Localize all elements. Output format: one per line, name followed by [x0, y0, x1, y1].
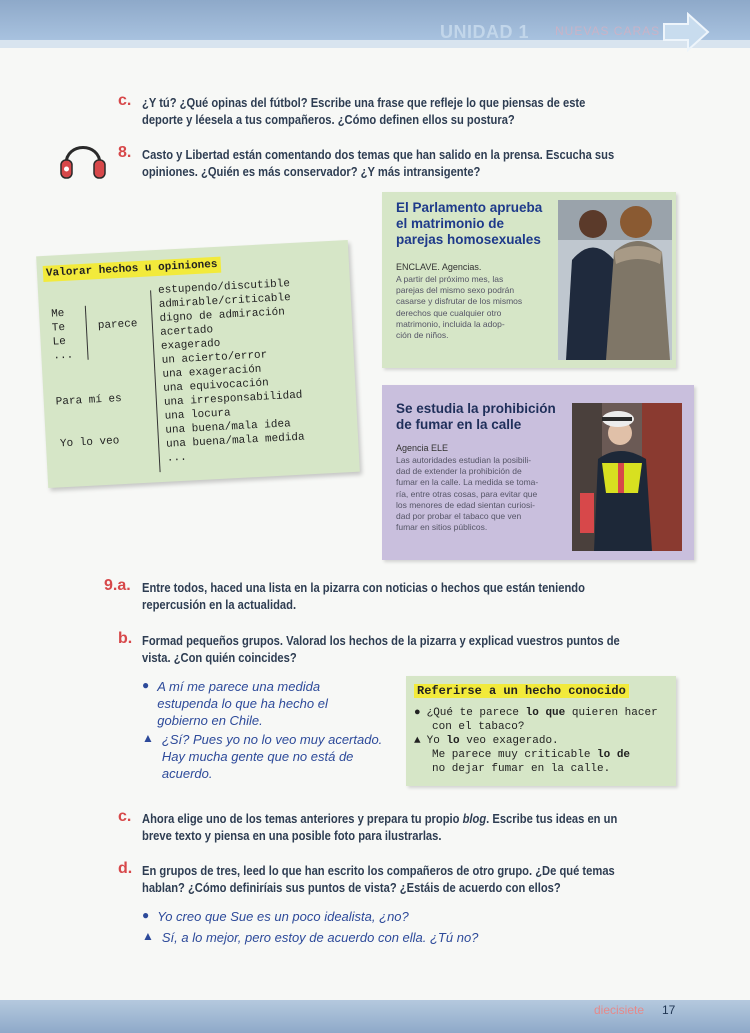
triangle-bullet-icon: ▲ — [142, 731, 154, 745]
question-c-intro — [142, 94, 649, 128]
divider — [85, 306, 89, 360]
triangle-bullet-icon: ▲ — [414, 735, 421, 747]
example-line: ● ¿Qué te parece lo que quieren hacer — [414, 707, 658, 719]
valorar-card — [36, 240, 360, 488]
referirse-title: Referirse a un hecho conocido — [414, 684, 629, 698]
question-text-line: Casto y Libertad están comentando dos temas que han salido en la prensa. Escucha sus — [142, 147, 615, 162]
question-9d — [142, 862, 658, 896]
question-text-line: breve texto y piensa en una posible foto para ilustrarlas. — [142, 828, 442, 843]
question-9c — [142, 810, 658, 844]
referirse-examples — [414, 706, 672, 776]
valorar-title: Valorar hechos u opiniones — [43, 257, 221, 282]
question-letter: c. — [118, 92, 132, 109]
question-number: 9.a. — [104, 577, 131, 594]
example-line: ▲ Yo lo veo exagerado. — [414, 735, 559, 747]
parece-label: parece — [97, 318, 138, 333]
example-line: con el tabaco? — [432, 721, 525, 733]
question-letter: b. — [118, 630, 133, 647]
police-officer-photo — [572, 403, 682, 551]
example-dialogue — [142, 678, 402, 782]
referirse-card — [406, 676, 676, 786]
pronoun-list: Me Te Le ... — [50, 307, 74, 363]
example-line: Me parece muy criticable lo de — [432, 749, 631, 761]
question-number: 8. — [118, 144, 132, 161]
question-text-line: Entre todos, haced una lista en la pizarra con noticias o hechos que están teniendo — [142, 580, 585, 595]
question-text-line: Ahora elige uno de los temas anteriores y prepara tu propio blog. Escribe tus ideas en un — [142, 811, 618, 826]
news-body: Las autoridades estudian la posibili- dad de extender la prohibición de fumar en la calle. La medida se toma- ría, entre otras cosas, para evitar que los menores de edad sientan curiosi- dad por probar el tabaco que ven fumar en sitios públicos. — [396, 455, 539, 533]
news-body: A partir del próximo mes, las parejas del mismo sexo podrán casarse y disfrutar de los mismos derechos que cualquier otro matrimonio, incluida la adop- ción de niños. — [396, 274, 523, 341]
news-card-marriage — [382, 192, 676, 368]
question-text-line: repercusión en la actualidad. — [142, 597, 297, 612]
circle-bullet-icon: ● — [414, 707, 421, 719]
question-letter: d. — [118, 860, 133, 877]
unit-title: UNIDAD 1 — [440, 22, 530, 42]
example-line: ▲ Sí, a lo mejor, pero estoy de acuerdo con ella. ¿Tú no? — [142, 929, 479, 945]
page-number: 17 — [662, 1003, 676, 1017]
yo-lo-veo-label: Yo lo veo — [59, 435, 120, 451]
unit-subtitle: NUEVAS CARAS — [555, 24, 661, 38]
arrow-icon — [662, 12, 710, 52]
options-list: estupendo/discutible admirable/criticable digno de admiración acertado exagerado un acierto/error una exageración una equivocación una irresponsabilidad una locura una buena/mala idea una buena/mala medida ... — [157, 278, 305, 465]
para-mi-label: Para mí es — [55, 393, 123, 409]
news-source: Agencia ELE — [396, 443, 449, 453]
question-text-line: ¿Y tú? ¿Qué opinas del fútbol? Escribe una frase que refleje lo que piensas de este — [142, 95, 586, 110]
page-word: diecisiete — [594, 1003, 645, 1017]
example-line: no dejar fumar en la calle. — [432, 763, 611, 775]
question-9b — [142, 632, 658, 666]
question-9a — [142, 579, 658, 613]
question-text-line: opiniones. ¿Quién es más conservador? ¿Y más intransigente? — [142, 164, 481, 179]
question-letter: c. — [118, 808, 132, 825]
question-text-line: hablan? ¿Cómo definiríais sus puntos de vista? ¿Estáis de acuerdo con ellos? — [142, 880, 561, 895]
headphones-icon — [58, 130, 108, 182]
example-line: ● Yo creo que Sue es un poco idealista, ¿no? — [142, 908, 409, 924]
example-line: ▲ ¿Sí? Pues yo no lo veo muy acertado. Hay mucha gente que no está de acuerdo. — [142, 731, 383, 781]
couple-photo — [558, 200, 672, 360]
news-title: Se estudia la prohibición de fumar en la calle — [396, 401, 556, 432]
question-text-line: En grupos de tres, leed lo que han escrito los compañeros de otro grupo. ¿De qué temas — [142, 863, 615, 878]
question-text-line: deporte y léesela a tus compañeros. ¿Cómo definen ellos su postura? — [142, 112, 515, 127]
circle-bullet-icon: ● — [142, 908, 150, 922]
triangle-bullet-icon: ▲ — [142, 929, 154, 943]
example-dialogue — [142, 908, 702, 946]
example-line: ● A mí me parece una medida estupenda lo que ha hecho el gobierno en Chile. — [142, 678, 328, 728]
question-text-line: Formad pequeños grupos. Valorad los hechos de la pizarra y explicad vuestros puntos de — [142, 633, 620, 648]
question-8 — [142, 146, 649, 180]
header-band-light — [0, 40, 750, 48]
news-title: El Parlamento aprueba el matrimonio de parejas homosexuales — [396, 200, 543, 247]
question-text-line: vista. ¿Con quién coincides? — [142, 650, 297, 665]
circle-bullet-icon: ● — [142, 678, 150, 692]
news-card-smoking — [382, 385, 694, 560]
news-source: ENCLAVE. Agencias. — [396, 262, 482, 272]
